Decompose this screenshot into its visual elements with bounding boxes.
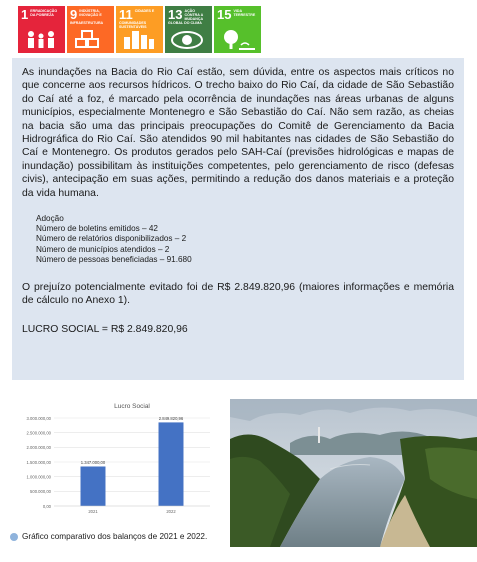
chart-caption bbox=[10, 532, 207, 541]
y-tick-label: 2.500.000,00 bbox=[26, 430, 51, 436]
adoption-stats bbox=[22, 214, 454, 265]
social-profit-chart bbox=[10, 398, 222, 526]
sdg-1-badge bbox=[18, 6, 65, 53]
sdg-label: ERRADICAÇÃO DA POBREZA bbox=[30, 9, 58, 17]
river-photo bbox=[230, 399, 477, 547]
adoption-stat: Número de pessoas beneficiadas – 91.680 bbox=[36, 254, 192, 264]
chart-title: Lucro Social bbox=[114, 403, 150, 410]
x-tick-label: 2021 bbox=[88, 509, 98, 514]
sdg-number: 15 bbox=[217, 7, 232, 22]
bar bbox=[81, 466, 106, 506]
sdg-label: INDÚSTRIA, INOVAÇÃO E INFRAESTRUTURA bbox=[70, 9, 104, 25]
intro-paragraph: As inundações na Bacia do Rio Caí estão, sem dúvida, entre os aspectos mais críticos no que concerne aos recursos hídricos. O trecho baixo do Rio Caí, da cidade de São Sebastião do Caí até a foz, é marcado pela ocorrência de inundações nas áreas urbanas de alguns municípios, especialmente Montenegro e São Sebastião do Caí. Não sem razão, as cheias na bacia são uma das principais preocupações do Comitê de Gerenciamento da Bacia Hidrográfica do Rio Caí. São atendidos 90 mil habitantes nas cidades de São Sebastião do Caí e Montenegro. Os produtos gerados pelo SAH-Caí (previsões hidrológicas e mapas de inundação) possibilitam às instituições competentes, pelo gerenciamento de risco (defesas civis), antecipação em suas ações, permitindo a redução dos danos materiais e a proteção da vida humana. bbox=[22, 67, 454, 199]
y-tick-label: 2.000.000,00 bbox=[26, 445, 51, 451]
savings-paragraph: O prejuízo potencialmente evitado foi de R$ 2.849.820,96 (maiores informações e memória de cálculo no Anexo 1). bbox=[22, 282, 454, 307]
cubes-icon bbox=[72, 29, 109, 50]
sdg-9-badge bbox=[67, 6, 114, 53]
y-tick-label: 1.000.000,00 bbox=[26, 474, 51, 480]
adoption-heading: Adoção bbox=[36, 214, 64, 224]
sdg-number: 9 bbox=[70, 7, 78, 22]
sdg-15-badge bbox=[214, 6, 261, 53]
sdg-11-badge bbox=[116, 6, 163, 53]
bar-value-label: 1.347.000,00 bbox=[80, 459, 106, 465]
sdg-icon-strip bbox=[18, 6, 261, 53]
bar-value-label: 2.849.820,96 bbox=[158, 415, 184, 421]
sdg-label: AÇÃO CONTRA A MUDANÇA GLOBAL DO CLIMA bbox=[168, 9, 204, 25]
adoption-stat: Número de relatórios disponibilizados – 2 bbox=[36, 234, 187, 244]
content-panel bbox=[12, 58, 464, 380]
sdg-label: VIDA TERRESTRE bbox=[233, 9, 256, 17]
bullet-dot-icon bbox=[10, 533, 18, 541]
y-tick-label: 500.000,00 bbox=[30, 489, 51, 495]
adoption-stat: Número de boletins emitidos – 42 bbox=[36, 224, 158, 234]
y-tick-label: 0,00 bbox=[42, 503, 51, 509]
chart-canvas bbox=[10, 398, 222, 526]
bar bbox=[159, 422, 184, 506]
adoption-stat: Número de municípios atendidos – 2 bbox=[36, 244, 170, 254]
city-icon bbox=[121, 29, 158, 50]
tree-icon bbox=[219, 29, 256, 50]
y-tick-label: 3.000.000,00 bbox=[26, 415, 51, 421]
chart-caption-text: Gráfico comparativo dos balanços de 2021 e 2022. bbox=[22, 532, 208, 541]
x-tick-label: 2022 bbox=[166, 509, 176, 514]
y-tick-label: 1.500.000,00 bbox=[26, 459, 51, 465]
sdg-number: 11 bbox=[119, 7, 133, 22]
sdg-13-badge bbox=[165, 6, 212, 53]
sdg-number: 13 bbox=[168, 7, 183, 22]
family-icon bbox=[23, 29, 60, 50]
sdg-number: 1 bbox=[21, 7, 29, 22]
social-profit-total: LUCRO SOCIAL = R$ 2.849.820,96 bbox=[22, 323, 188, 335]
eye-globe-icon bbox=[170, 29, 207, 50]
sdg-label: CIDADES E COMUNIDADES SUSTENTÁVEIS bbox=[119, 9, 155, 29]
